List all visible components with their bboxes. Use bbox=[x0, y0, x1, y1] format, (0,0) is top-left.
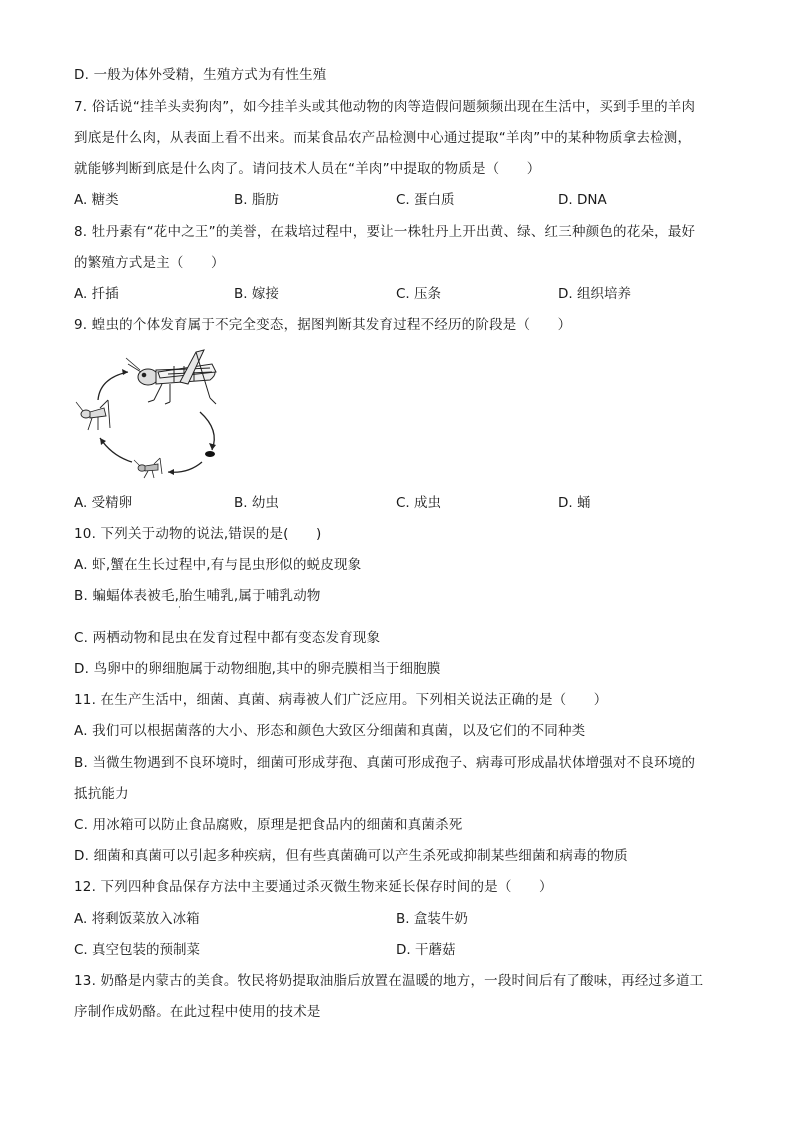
q7-stem-line2: 到底是什么肉，从表面上看不出来。而某食品农产品检测中心通过提取“羊肉”中的某种物质拿去检测， bbox=[74, 130, 692, 146]
q9-option-b: B. 幼虫 bbox=[234, 495, 279, 511]
q8-option-d: D. 组织培养 bbox=[558, 286, 631, 302]
q10-option-d: D. 鸟卵中的卵细胞属于动物细胞,其中的卵壳膜相当于细胞膜 bbox=[74, 661, 441, 677]
q11-option-d: D. 细菌和真菌可以引起多种疾病，但有些真菌确可以产生杀死或抑制某些细菌和病毒的物质 bbox=[74, 848, 628, 864]
stray-mark: · bbox=[178, 603, 181, 613]
q9-stem-line1: 9. 蝗虫的个体发育属于不完全变态，据图判断其发育过程不经历的阶段是（ ） bbox=[74, 317, 572, 333]
q10-stem-line1: 10. 下列关于动物的说法,错误的是( ) bbox=[74, 526, 322, 542]
q11-option-b-line2: 抵抗能力 bbox=[74, 786, 129, 802]
q12-option-d: D. 干蘑菇 bbox=[396, 942, 456, 958]
q7-option-a: A. 糖类 bbox=[74, 192, 119, 208]
q7-stem-line3: 就能够判断到底是什么肉了。请问技术人员在“羊肉”中提取的物质是（ ） bbox=[74, 161, 541, 177]
q8-option-c: C. 压条 bbox=[396, 286, 442, 302]
q13-stem-line1: 13. 奶酪是内蒙古的美食。牧民将奶提取油脂后放置在温暖的地方，一段时间后有了酸味，再经过多道工 bbox=[74, 973, 704, 989]
q8-stem-line2: 的繁殖方式是主（ ） bbox=[74, 255, 225, 271]
q7-stem-line1: 7. 俗话说“挂羊头卖狗肉”，如今挂羊头或其他动物的肉等造假问题频频出现在生活中，买到手里的羊肉 bbox=[74, 99, 696, 115]
q13-stem-line2: 序制作成奶酪。在此过程中使用的技术是 bbox=[74, 1004, 321, 1020]
q7-option-d: D. DNA bbox=[558, 192, 607, 208]
q12-option-c: C. 真空包装的预制菜 bbox=[74, 942, 201, 958]
q11-stem-line1: 11. 在生产生活中，细菌、真菌、病毒被人们广泛应用。下列相关说法正确的是（ ） bbox=[74, 692, 608, 708]
q10-option-c: C. 两栖动物和昆虫在发育过程中都有变态发育现象 bbox=[74, 630, 381, 646]
q12-option-b: B. 盒装牛奶 bbox=[396, 911, 468, 927]
q9-option-c: C. 成虫 bbox=[396, 495, 442, 511]
q12-stem-line1: 12. 下列四种食品保存方法中主要通过杀灭微生物来延长保存时间的是（ ） bbox=[74, 879, 553, 895]
q11-option-b-line1: B. 当微生物遇到不良环境时，细菌可形成芽孢、真菌可形成孢子、病毒可形成晶状体增强对不良环境的 bbox=[74, 755, 696, 771]
q8-option-a: A. 扦插 bbox=[74, 286, 119, 302]
q12-option-a: A. 将剩饭菜放入冰箱 bbox=[74, 911, 200, 927]
q9-option-d: D. 蛹 bbox=[558, 495, 591, 511]
q8-option-b: B. 嫁接 bbox=[234, 286, 279, 302]
q11-option-a: A. 我们可以根据菌落的大小、形态和颜色大致区分细菌和真菌，以及它们的不同种类 bbox=[74, 723, 586, 739]
locust-life-cycle-icon bbox=[70, 342, 250, 482]
q10-option-b: B. 蝙蝠体表被毛,胎生哺乳,属于哺乳动物 bbox=[74, 588, 321, 604]
q8-stem-line1: 8. 牡丹素有“花中之王”的美誉，在栽培过程中，要让一株牡丹上开出黄、绿、红三种颜色的花朵，最好 bbox=[74, 224, 696, 240]
q7-option-c: C. 蛋白质 bbox=[396, 192, 455, 208]
q11-option-c: C. 用冰箱可以防止食品腐败，原理是把食品内的细菌和真菌杀死 bbox=[74, 817, 463, 833]
q10-option-a: A. 虾,蟹在生长过程中,有与昆虫形似的蜕皮现象 bbox=[74, 557, 362, 573]
q9-option-a: A. 受精卵 bbox=[74, 495, 133, 511]
q7-option-b: B. 脂肪 bbox=[234, 192, 279, 208]
q6-option-d: D. 一般为体外受精，生殖方式为有性生殖 bbox=[74, 67, 327, 83]
